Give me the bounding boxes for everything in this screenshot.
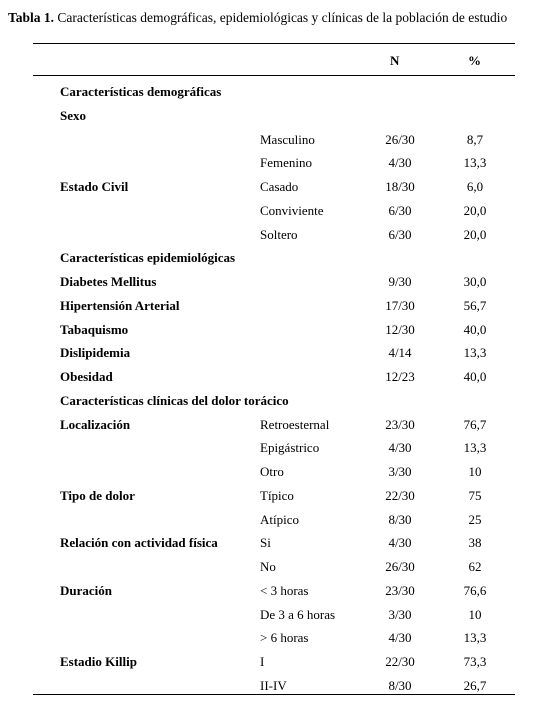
row-label: Dislipidemia xyxy=(60,345,131,360)
row-label: Duración xyxy=(60,583,112,598)
row-sublabel: Retroesternal xyxy=(260,417,330,432)
row-sublabel: < 3 horas xyxy=(260,583,309,598)
row-pct-value: 75 xyxy=(468,488,482,503)
table-row xyxy=(0,132,551,152)
row-pct-value: 56,7 xyxy=(463,298,487,313)
row-n-value: 12/23 xyxy=(385,369,415,384)
table-row xyxy=(0,203,551,223)
table-row xyxy=(0,583,551,603)
table-row xyxy=(0,393,551,413)
table-row xyxy=(0,298,551,318)
header-rule xyxy=(33,75,515,76)
row-pct-value: 13,3 xyxy=(463,345,487,360)
header-pct: % xyxy=(468,53,481,68)
row-sublabel: Conviviente xyxy=(260,203,324,218)
table-row xyxy=(0,274,551,294)
row-label: Obesidad xyxy=(60,369,113,384)
row-pct-value: 20,0 xyxy=(463,203,487,218)
caption-text: Características demográficas, epidemiológicas y clínicas de la población de estudio xyxy=(54,10,508,25)
row-sublabel: Casado xyxy=(260,179,299,194)
row-label: Características epidemiológicas xyxy=(60,250,236,265)
row-sublabel: De 3 a 6 horas xyxy=(260,607,336,622)
row-n-value: 22/30 xyxy=(385,654,415,669)
table-row xyxy=(0,179,551,199)
table-row xyxy=(0,322,551,342)
row-n-value: 23/30 xyxy=(385,583,415,598)
row-label: Tipo de dolor xyxy=(60,488,135,503)
row-pct-value: 62 xyxy=(468,559,482,574)
row-pct-value: 20,0 xyxy=(463,227,487,242)
row-sublabel: Otro xyxy=(260,464,284,479)
row-label: Características demográficas xyxy=(60,84,222,99)
row-n-value: 4/30 xyxy=(388,155,412,170)
row-pct-value: 30,0 xyxy=(463,274,487,289)
row-label: Estado Civil xyxy=(60,179,129,194)
table-row xyxy=(0,345,551,365)
row-pct-value: 10 xyxy=(468,464,482,479)
row-sublabel: Soltero xyxy=(260,227,298,242)
row-sublabel: Si xyxy=(260,535,271,550)
row-sublabel: > 6 horas xyxy=(260,630,309,645)
table-row xyxy=(0,512,551,532)
row-n-value: 9/30 xyxy=(388,274,412,289)
row-pct-value: 76,7 xyxy=(463,417,487,432)
caption-label: Tabla 1. xyxy=(8,10,55,25)
table-row xyxy=(0,440,551,460)
table-row xyxy=(0,84,551,104)
bottom-rule xyxy=(33,694,515,695)
row-sublabel: Epigástrico xyxy=(260,440,320,455)
top-rule xyxy=(33,43,515,44)
row-n-value: 12/30 xyxy=(385,322,415,337)
table-row xyxy=(0,369,551,389)
table-caption xyxy=(8,10,507,26)
table-row xyxy=(0,535,551,555)
row-n-value: 6/30 xyxy=(388,203,412,218)
table-row xyxy=(0,464,551,484)
row-label: Diabetes Mellitus xyxy=(60,274,157,289)
table-row xyxy=(0,630,551,650)
row-label: Estadio Killip xyxy=(60,654,137,669)
row-sublabel: Típico xyxy=(260,488,294,503)
row-n-value: 3/30 xyxy=(388,464,412,479)
row-pct-value: 13,3 xyxy=(463,155,487,170)
table-row xyxy=(0,227,551,247)
row-n-value: 3/30 xyxy=(388,607,412,622)
row-n-value: 4/30 xyxy=(388,630,412,645)
table-row xyxy=(0,678,551,698)
row-n-value: 8/30 xyxy=(388,678,412,693)
table-row xyxy=(0,488,551,508)
row-pct-value: 73,3 xyxy=(463,654,487,669)
row-label: Tabaquismo xyxy=(60,322,129,337)
row-pct-value: 76,6 xyxy=(463,583,487,598)
table-row xyxy=(0,155,551,175)
row-n-value: 18/30 xyxy=(385,179,415,194)
header-n: N xyxy=(390,53,400,68)
row-pct-value: 13,3 xyxy=(463,630,487,645)
table-row xyxy=(0,607,551,627)
row-label: Sexo xyxy=(60,108,86,123)
row-n-value: 4/30 xyxy=(388,440,412,455)
row-n-value: 17/30 xyxy=(385,298,415,313)
row-pct-value: 40,0 xyxy=(463,322,487,337)
table-row xyxy=(0,108,551,128)
table-row xyxy=(0,559,551,579)
row-pct-value: 6,0 xyxy=(466,179,484,194)
row-pct-value: 38 xyxy=(468,535,482,550)
table-row xyxy=(0,417,551,437)
row-n-value: 4/30 xyxy=(388,535,412,550)
row-pct-value: 13,3 xyxy=(463,440,487,455)
row-pct-value: 25 xyxy=(468,512,482,527)
row-n-value: 23/30 xyxy=(385,417,415,432)
row-pct-value: 8,7 xyxy=(466,132,484,147)
table-row xyxy=(0,654,551,674)
table-row xyxy=(0,250,551,270)
row-sublabel: Atípico xyxy=(260,512,299,527)
row-label: Hipertensión Arterial xyxy=(60,298,180,313)
row-n-value: 4/14 xyxy=(388,345,412,360)
row-label: Características clínicas del dolor torácico xyxy=(60,393,289,408)
row-n-value: 8/30 xyxy=(388,512,412,527)
row-n-value: 26/30 xyxy=(385,132,415,147)
row-pct-value: 10 xyxy=(468,607,482,622)
row-n-value: 26/30 xyxy=(385,559,415,574)
row-label: Relación con actividad física xyxy=(60,535,218,550)
row-label: Localización xyxy=(60,417,131,432)
row-pct-value: 40,0 xyxy=(463,369,487,384)
row-n-value: 6/30 xyxy=(388,227,412,242)
row-sublabel: II-IV xyxy=(260,678,287,693)
row-sublabel: Masculino xyxy=(260,132,315,147)
row-sublabel: I xyxy=(260,654,265,669)
row-sublabel: No xyxy=(260,559,276,574)
row-sublabel: Femenino xyxy=(260,155,312,170)
row-n-value: 22/30 xyxy=(385,488,415,503)
row-pct-value: 26,7 xyxy=(463,678,487,693)
